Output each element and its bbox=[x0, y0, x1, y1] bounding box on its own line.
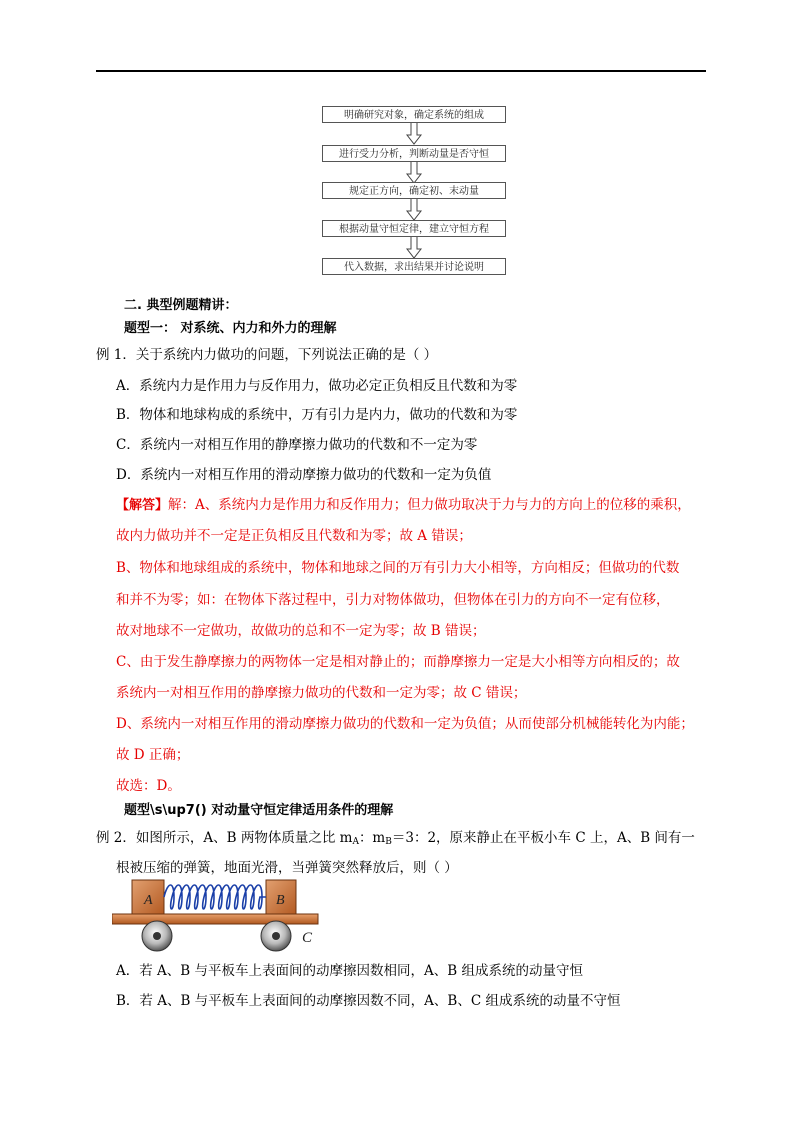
label-b: B bbox=[276, 893, 285, 908]
label-a: A bbox=[144, 893, 153, 908]
example2-stem-line2: 根被压缩的弹簧，地面光滑，当弹簧突然释放后，则（ ） bbox=[116, 860, 458, 876]
flow-step-3: 规定正方向，确定初、末动量 bbox=[322, 182, 506, 199]
example1-option-d: D．系统内一对相互作用的滑动摩擦力做功的代数和一定为负值 bbox=[116, 467, 492, 483]
answer-line-5: 故对地球不一定做功，故做功的总和不一定为零；故 B 错误； bbox=[116, 623, 486, 639]
answer-line-1: 【解答】解：A、系统内力是作用力和反作用力；但力做功取决于力与力的方向上的位移的乘积， bbox=[116, 497, 691, 513]
header-rule bbox=[96, 70, 706, 72]
flow-arrow-4 bbox=[405, 237, 423, 259]
flow-step-5: 代入数据，求出结果并讨论说明 bbox=[322, 258, 506, 275]
section-heading: 二. 典型例题精讲： bbox=[124, 298, 238, 313]
cart-spring-figure bbox=[112, 878, 324, 954]
answer-line-7: 系统内一对相互作用的静摩擦力做功的代数和一定为零；故 C 错误； bbox=[116, 685, 527, 701]
answer-tag: 【解答】 bbox=[116, 498, 169, 513]
answer-line-8: D、系统内一对相互作用的滑动摩擦力做功的代数和一定为负值；从而使部分机械能转化为内能； bbox=[116, 716, 694, 732]
example1-option-a: A．系统内力是作用力与反作用力，做功必定正负相反且代数和为零 bbox=[116, 378, 518, 394]
type1-heading: 题型一： 对系统、内力和外力的理解 bbox=[124, 321, 337, 336]
answer-line-4: 和并不为零；如：在物体下落过程中，引力对物体做功，但物体在引力的方向不一定有位移， bbox=[116, 592, 670, 608]
example2-option-a: A．若 A、B 与平板车上表面间的动摩擦因数相同，A、B 组成系统的动量守恒 bbox=[116, 963, 583, 979]
answer-line-6: C、由于发生静摩擦力的两物体一定是相对静止的；而静摩擦力一定是大小相等方向相反的；故 bbox=[116, 654, 680, 670]
example1-option-c: C．系统内一对相互作用的静摩擦力做功的代数和不一定为零 bbox=[116, 437, 478, 453]
label-c: C bbox=[302, 930, 313, 946]
answer-line-2: 故内力做功并不一定是正负相反且代数和为零；故 A 错误； bbox=[116, 528, 472, 544]
flow-arrow-2 bbox=[405, 162, 423, 184]
answer-line-9: 故 D 正确； bbox=[116, 747, 190, 763]
cart-platform bbox=[112, 914, 318, 924]
example2-option-b: B．若 A、B 与平板车上表面间的动摩擦因数不同，A、B、C 组成系统的动量不守恒 bbox=[116, 993, 621, 1009]
flow-step-1: 明确研究对象，确定系统的组成 bbox=[322, 106, 506, 123]
answer-line-10: 故选：D。 bbox=[116, 778, 181, 794]
flow-step-2: 进行受力分析，判断动量是否守恒 bbox=[322, 145, 506, 162]
spring bbox=[164, 885, 266, 909]
answer-line-3: B、物体和地球组成的系统中，物体和地球之间的万有引力大小相等，方向相反；但做功的代数 bbox=[116, 560, 680, 576]
cart-axle-left bbox=[153, 932, 161, 940]
flow-step-4: 根据动量守恒定律，建立守恒方程 bbox=[322, 220, 506, 237]
example1-stem: 例 1．关于系统内力做功的问题，下列说法正确的是（ ） bbox=[96, 347, 438, 363]
cart-axle-right bbox=[272, 932, 280, 940]
example2-stem: 例 2．如图所示，A、B 两物体质量之比 $m_A$：$m_B=3$：2，原来静止在平板小车 C 上，A、B 间有一 bbox=[96, 830, 695, 847]
example1-option-b: B．物体和地球构成的系统中，万有引力是内力，做功的代数和为零 bbox=[116, 407, 518, 423]
type2-heading: 题型\s\up7() 对动量守恒定律适用条件的理解 bbox=[124, 803, 394, 818]
flow-arrow-1 bbox=[405, 123, 423, 145]
flow-arrow-3 bbox=[405, 199, 423, 221]
